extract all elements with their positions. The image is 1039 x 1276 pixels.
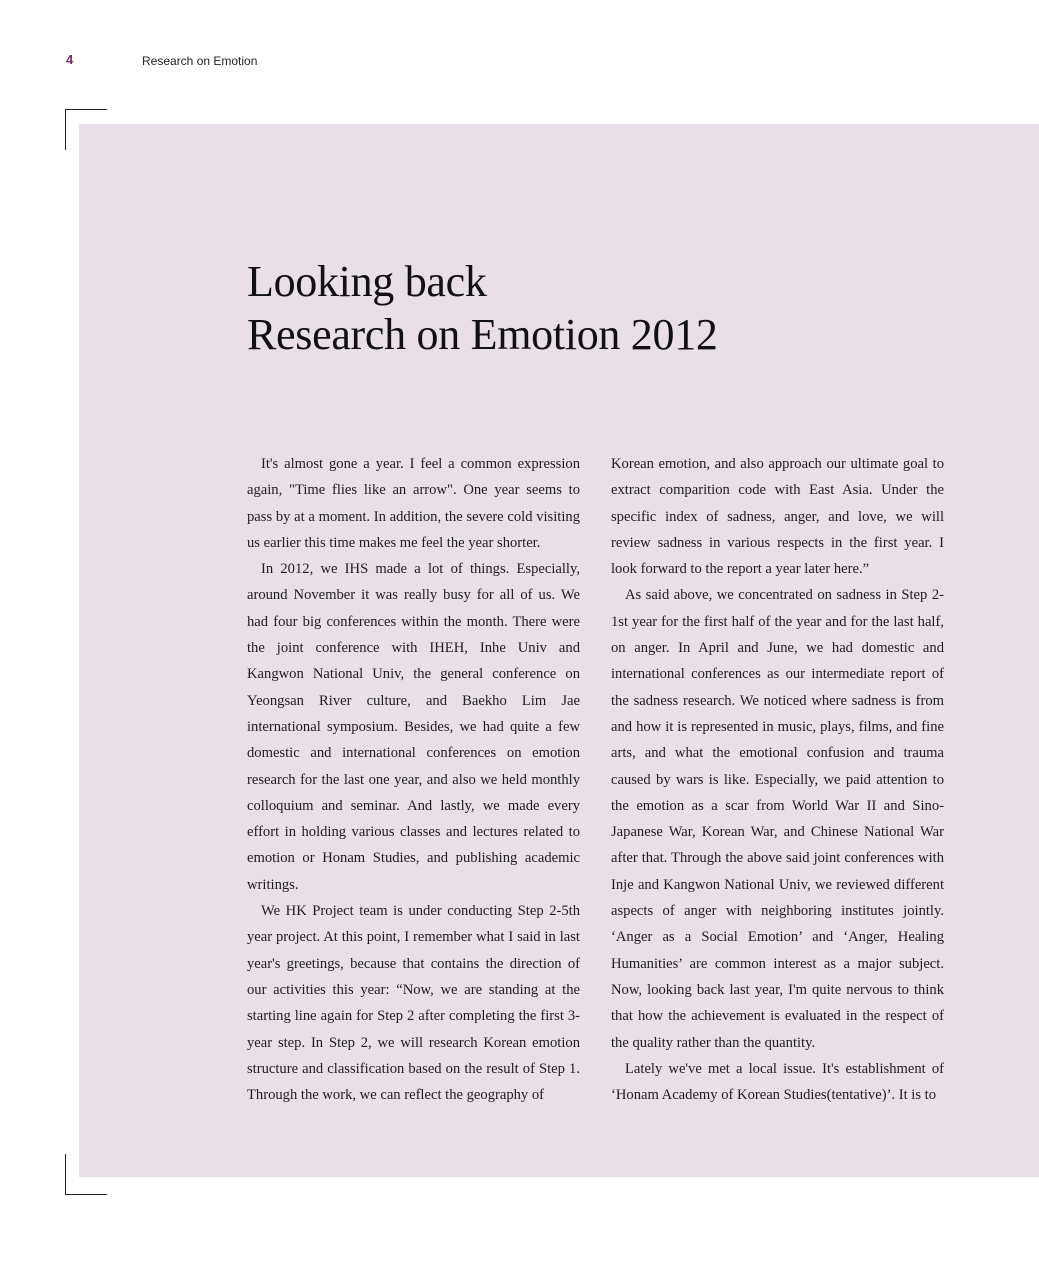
paragraph-continued: Korean emotion, and also approach our ultimate goal to extract comparition code with East Asia. Under the specific index of sadness, anger, and love, we will review sadness in various respects in the first year. I look forward to the report a year later here.”: [611, 456, 944, 578]
article-title: [247, 255, 718, 361]
article-title-line-1: Looking back: [247, 257, 487, 306]
article-column-right: [611, 451, 944, 1108]
paragraph: Lately we've met a local issue. It's establishment of ‘Honam Academy of Korean Studies(tentative)’. It is to: [611, 1060, 944, 1104]
paragraph: We HK Project team is under conducting Step 2-5th year project. At this point, I remember what I said in last year's greetings, because that contains the direction of our activities this year: “Now, we are standing at the starting line again for Step 2 after completing the first 3-year step. In Step 2, we will research Korean emotion structure and classification based on the result of Step 1. Through the work, we can reflect the geography of: [247, 903, 580, 1104]
paragraph: In 2012, we IHS made a lot of things. Especially, around November it was really busy for all of us. We had four big conferences within the month. There were the joint conference with IHEH, Inhe Univ and Kangwon National Univ, the general conference on Yeongsan River culture, and Baekho Lim Jae international symposium. Besides, we had quite a few domestic and international conferences on emotion research for the last one year, and also we held monthly colloquium and seminar. And lastly, we made every effort in holding various classes and lectures related to emotion or Honam Studies, and publishing academic writings.: [247, 561, 580, 893]
paragraph: It's almost gone a year. I feel a common expression again, "Time flies like an arrow". One year seems to pass by at a moment. In addition, the severe cold visiting us earlier this time makes me feel the year shorter.: [247, 456, 580, 551]
running-title: Research on Emotion: [142, 54, 258, 68]
article-title-line-2: Research on Emotion 2012: [247, 310, 718, 359]
paragraph: As said above, we concentrated on sadness in Step 2-1st year for the first half of the year and for the last half, on anger. In April and June, we had domestic and international conferences as our intermediate report of the sadness research. We noticed where sadness is from and how it is represented in music, plays, films, and fine arts, and what the emotional confusion and trauma caused by wars is like. Especially, we paid attention to the emotion as a scar from World War II and Sino-Japanese War, Korean War, and Chinese National War after that. Through the above said joint conferences with Inje and Kangwon National Univ, we reviewed different aspects of anger with neighboring institutes jointly. ‘Anger as a Social Emotion’ and ‘Anger, Healing Humanities’ are common interest as a major subject. Now, looking back last year, I'm quite nervous to think that how the achievement is evaluated in the respect of the quality rather than the quantity.: [611, 587, 944, 1051]
article-column-left: [247, 451, 580, 1108]
page-number: 4: [66, 52, 74, 67]
